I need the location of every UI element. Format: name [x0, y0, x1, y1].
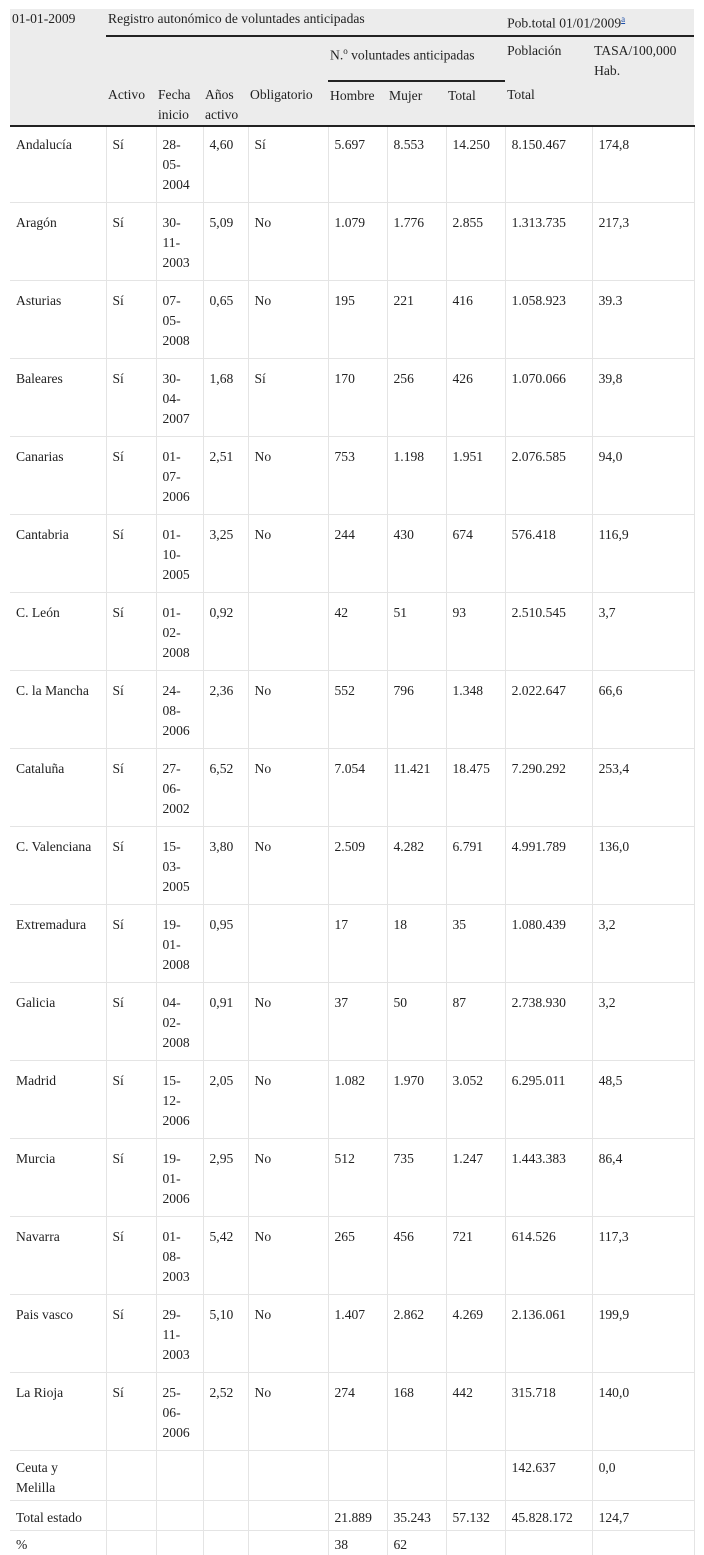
table-row	[10, 670, 694, 748]
cell-mujer: 168	[387, 1372, 446, 1450]
cell-anos-activo: 5,10	[203, 1294, 248, 1372]
cell-fecha-inicio: 15- 12- 2006	[156, 1060, 203, 1138]
cell-tasa: 66,6	[592, 670, 694, 748]
cell-activo: Sí	[106, 904, 156, 982]
cell-hombre: 170	[328, 358, 387, 436]
cell-total: 4.269	[446, 1294, 505, 1372]
cell-anos-activo: 2,52	[203, 1372, 248, 1450]
cell-poblacion: 1.443.383	[505, 1138, 592, 1216]
cell-region: Navarra	[10, 1216, 106, 1294]
table-row	[10, 358, 694, 436]
cell-region: %	[10, 1530, 106, 1555]
cell-mujer: 11.421	[387, 748, 446, 826]
header-tasa: TASA/100,000 Hab.	[592, 36, 694, 81]
cell-total	[446, 1530, 505, 1555]
cell-total: 1.348	[446, 670, 505, 748]
cell-obligatorio: No	[248, 748, 328, 826]
table-row	[10, 436, 694, 514]
cell-tasa: 199,9	[592, 1294, 694, 1372]
cell-hombre: 21.889	[328, 1500, 387, 1530]
table-row	[10, 1372, 694, 1450]
cell-hombre: 753	[328, 436, 387, 514]
cell-anos-activo: 0,91	[203, 982, 248, 1060]
cell-anos-activo: 3,25	[203, 514, 248, 592]
cell-region: Cantabria	[10, 514, 106, 592]
cell-anos-activo: 0,95	[203, 904, 248, 982]
cell-activo: Sí	[106, 126, 156, 203]
cell-mujer: 62	[387, 1530, 446, 1555]
cell-anos-activo: 6,52	[203, 748, 248, 826]
cell-hombre: 265	[328, 1216, 387, 1294]
cell-activo	[106, 1530, 156, 1555]
header-total: Total	[446, 81, 505, 126]
cell-hombre: 1.082	[328, 1060, 387, 1138]
cell-hombre: 552	[328, 670, 387, 748]
cell-poblacion	[505, 1530, 592, 1555]
cell-anos-activo: 5,42	[203, 1216, 248, 1294]
cell-poblacion: 2.022.647	[505, 670, 592, 748]
cell-total: 426	[446, 358, 505, 436]
cell-fecha-inicio: 01- 10- 2005	[156, 514, 203, 592]
cell-anos-activo: 2,95	[203, 1138, 248, 1216]
cell-tasa: 3,7	[592, 592, 694, 670]
cell-tasa	[592, 1530, 694, 1555]
cell-hombre: 7.054	[328, 748, 387, 826]
cell-anos-activo: 4,60	[203, 126, 248, 203]
table-row	[10, 1060, 694, 1138]
cell-activo: Sí	[106, 358, 156, 436]
cell-activo: Sí	[106, 592, 156, 670]
footnote-link[interactable]: a	[621, 14, 626, 24]
cell-activo: Sí	[106, 670, 156, 748]
voluntades-table	[10, 9, 695, 1555]
cell-obligatorio: No	[248, 1138, 328, 1216]
cell-tasa: 116,9	[592, 514, 694, 592]
cell-mujer: 456	[387, 1216, 446, 1294]
header-registro: Registro autonómico de voluntades anticipadas	[106, 9, 505, 36]
cell-activo: Sí	[106, 1060, 156, 1138]
cell-hombre: 5.697	[328, 126, 387, 203]
cell-region: Asturias	[10, 280, 106, 358]
cell-obligatorio: No	[248, 1294, 328, 1372]
cell-anos-activo: 2,05	[203, 1060, 248, 1138]
cell-region: Pais vasco	[10, 1294, 106, 1372]
table-row	[10, 982, 694, 1060]
cell-total: 721	[446, 1216, 505, 1294]
cell-tasa: 94,0	[592, 436, 694, 514]
cell-obligatorio: Sí	[248, 358, 328, 436]
cell-activo: Sí	[106, 748, 156, 826]
cell-mujer: 50	[387, 982, 446, 1060]
cell-anos-activo: 2,51	[203, 436, 248, 514]
cell-region: Baleares	[10, 358, 106, 436]
cell-region: Madrid	[10, 1060, 106, 1138]
cell-tasa: 3,2	[592, 904, 694, 982]
cell-anos-activo: 0,65	[203, 280, 248, 358]
cell-hombre: 42	[328, 592, 387, 670]
cell-hombre: 274	[328, 1372, 387, 1450]
cell-obligatorio: No	[248, 1372, 328, 1450]
cell-fecha-inicio: 30- 04- 2007	[156, 358, 203, 436]
cell-tasa: 136,0	[592, 826, 694, 904]
header-mujer: Mujer	[387, 81, 446, 126]
total-row	[10, 1500, 694, 1530]
table-row	[10, 826, 694, 904]
cell-region: Galicia	[10, 982, 106, 1060]
table-row	[10, 1216, 694, 1294]
cell-mujer: 35.243	[387, 1500, 446, 1530]
cell-mujer: 2.862	[387, 1294, 446, 1372]
cell-poblacion: 576.418	[505, 514, 592, 592]
cell-fecha-inicio: 29- 11- 2003	[156, 1294, 203, 1372]
cell-fecha-inicio: 28- 05- 2004	[156, 126, 203, 203]
cell-activo: Sí	[106, 982, 156, 1060]
cell-total: 1.951	[446, 436, 505, 514]
header-hombre: Hombre	[328, 81, 387, 126]
table-row	[10, 514, 694, 592]
cell-obligatorio: No	[248, 514, 328, 592]
table-row	[10, 748, 694, 826]
table-row	[10, 1294, 694, 1372]
cell-obligatorio: No	[248, 202, 328, 280]
cell-obligatorio: No	[248, 826, 328, 904]
cell-tasa: 217,3	[592, 202, 694, 280]
cell-hombre: 37	[328, 982, 387, 1060]
cell-fecha-inicio: 07- 05- 2008	[156, 280, 203, 358]
cell-fecha-inicio: 19- 01- 2008	[156, 904, 203, 982]
cell-mujer: 51	[387, 592, 446, 670]
cell-total: 6.791	[446, 826, 505, 904]
cell-activo: Sí	[106, 1216, 156, 1294]
cell-mujer: 430	[387, 514, 446, 592]
cell-fecha-inicio: 24- 08- 2006	[156, 670, 203, 748]
header-nvoluntades: N.$^o$ voluntades anticipadas	[328, 36, 505, 81]
cell-hombre: 195	[328, 280, 387, 358]
header-pob-total-sub: Total	[505, 81, 592, 126]
cell-fecha-inicio: 19- 01- 2006	[156, 1138, 203, 1216]
cell-poblacion: 6.295.011	[505, 1060, 592, 1138]
cell-activo: Sí	[106, 826, 156, 904]
table-row	[10, 1450, 694, 1500]
cell-tasa: 39.3	[592, 280, 694, 358]
cell-total: 674	[446, 514, 505, 592]
cell-region: C. León	[10, 592, 106, 670]
cell-activo: Sí	[106, 280, 156, 358]
cell-mujer: 1.970	[387, 1060, 446, 1138]
cell-anos-activo	[203, 1450, 248, 1500]
header-pob-total: Pob.total 01/01/2009$^a$	[505, 9, 694, 36]
cell-tasa: 174,8	[592, 126, 694, 203]
cell-fecha-inicio: 15- 03- 2005	[156, 826, 203, 904]
cell-activo: Sí	[106, 1294, 156, 1372]
cell-obligatorio: Sí	[248, 126, 328, 203]
cell-mujer: 4.282	[387, 826, 446, 904]
table-row	[10, 1138, 694, 1216]
cell-mujer: 18	[387, 904, 446, 982]
cell-region: Murcia	[10, 1138, 106, 1216]
table-row	[10, 126, 694, 203]
header-activo: Activo	[106, 81, 156, 126]
cell-tasa: 86,4	[592, 1138, 694, 1216]
cell-fecha-inicio: 27- 06- 2002	[156, 748, 203, 826]
header-fecha: Fecha inicio	[156, 81, 203, 126]
cell-total: 87	[446, 982, 505, 1060]
cell-poblacion: 1.313.735	[505, 202, 592, 280]
cell-total: 93	[446, 592, 505, 670]
cell-anos-activo: 5,09	[203, 202, 248, 280]
cell-activo: Sí	[106, 1138, 156, 1216]
cell-poblacion: 614.526	[505, 1216, 592, 1294]
cell-poblacion: 315.718	[505, 1372, 592, 1450]
cell-poblacion: 2.076.585	[505, 436, 592, 514]
cell-hombre: 244	[328, 514, 387, 592]
cell-total: 442	[446, 1372, 505, 1450]
cell-poblacion: 2.510.545	[505, 592, 592, 670]
cell-fecha-inicio: 01- 07- 2006	[156, 436, 203, 514]
cell-tasa: 117,3	[592, 1216, 694, 1294]
cell-obligatorio: No	[248, 1216, 328, 1294]
cell-obligatorio: No	[248, 280, 328, 358]
cell-obligatorio	[248, 1500, 328, 1530]
cell-anos-activo: 2,36	[203, 670, 248, 748]
cell-anos-activo	[203, 1500, 248, 1530]
header-poblacion: Población	[505, 36, 592, 81]
cell-obligatorio: No	[248, 670, 328, 748]
cell-tasa: 39,8	[592, 358, 694, 436]
cell-total: 57.132	[446, 1500, 505, 1530]
cell-mujer: 221	[387, 280, 446, 358]
cell-activo: Sí	[106, 1372, 156, 1450]
cell-tasa: 140,0	[592, 1372, 694, 1450]
cell-activo	[106, 1500, 156, 1530]
cell-obligatorio: No	[248, 982, 328, 1060]
cell-mujer: 8.553	[387, 126, 446, 203]
cell-hombre: 1.407	[328, 1294, 387, 1372]
cell-total: 18.475	[446, 748, 505, 826]
cell-mujer: 1.776	[387, 202, 446, 280]
cell-poblacion: 1.070.066	[505, 358, 592, 436]
cell-anos-activo: 1,68	[203, 358, 248, 436]
cell-region: Canarias	[10, 436, 106, 514]
cell-fecha-inicio	[156, 1450, 203, 1500]
cell-poblacion: 1.080.439	[505, 904, 592, 982]
cell-region: Andalucía	[10, 126, 106, 203]
cell-hombre: 1.079	[328, 202, 387, 280]
cell-total: 3.052	[446, 1060, 505, 1138]
cell-total: 35	[446, 904, 505, 982]
cell-hombre: 38	[328, 1530, 387, 1555]
cell-hombre: 17	[328, 904, 387, 982]
table-row	[10, 592, 694, 670]
cell-tasa: 124,7	[592, 1500, 694, 1530]
cell-poblacion: 4.991.789	[505, 826, 592, 904]
cell-hombre: 2.509	[328, 826, 387, 904]
header-corner: 01-01-2009	[10, 9, 106, 36]
cell-poblacion: 142.637	[505, 1450, 592, 1500]
percent-row	[10, 1530, 694, 1555]
cell-total: 416	[446, 280, 505, 358]
cell-obligatorio	[248, 592, 328, 670]
cell-fecha-inicio	[156, 1530, 203, 1555]
cell-fecha-inicio: 04- 02- 2008	[156, 982, 203, 1060]
cell-anos-activo	[203, 1530, 248, 1555]
cell-fecha-inicio: 01- 08- 2003	[156, 1216, 203, 1294]
cell-region: Total estado	[10, 1500, 106, 1530]
cell-mujer: 735	[387, 1138, 446, 1216]
cell-fecha-inicio: 25- 06- 2006	[156, 1372, 203, 1450]
cell-mujer	[387, 1450, 446, 1500]
cell-poblacion: 45.828.172	[505, 1500, 592, 1530]
header-obligatorio: Obligatorio	[248, 81, 328, 126]
cell-tasa: 3,2	[592, 982, 694, 1060]
cell-total: 1.247	[446, 1138, 505, 1216]
cell-activo	[106, 1450, 156, 1500]
cell-hombre: 512	[328, 1138, 387, 1216]
cell-activo: Sí	[106, 514, 156, 592]
cell-poblacion: 2.738.930	[505, 982, 592, 1060]
cell-mujer: 256	[387, 358, 446, 436]
cell-tasa: 48,5	[592, 1060, 694, 1138]
cell-poblacion: 1.058.923	[505, 280, 592, 358]
cell-obligatorio	[248, 1450, 328, 1500]
cell-activo: Sí	[106, 436, 156, 514]
table-row	[10, 280, 694, 358]
cell-fecha-inicio: 30- 11- 2003	[156, 202, 203, 280]
cell-region: Cataluña	[10, 748, 106, 826]
cell-obligatorio: No	[248, 1060, 328, 1138]
table-row	[10, 202, 694, 280]
cell-region: C. la Mancha	[10, 670, 106, 748]
cell-obligatorio	[248, 1530, 328, 1555]
cell-tasa: 253,4	[592, 748, 694, 826]
cell-obligatorio	[248, 904, 328, 982]
cell-activo: Sí	[106, 202, 156, 280]
cell-tasa: 0,0	[592, 1450, 694, 1500]
cell-mujer: 796	[387, 670, 446, 748]
table-row	[10, 904, 694, 982]
cell-fecha-inicio: 01- 02- 2008	[156, 592, 203, 670]
cell-region: Extremadura	[10, 904, 106, 982]
cell-fecha-inicio	[156, 1500, 203, 1530]
cell-mujer: 1.198	[387, 436, 446, 514]
cell-region: C. Valenciana	[10, 826, 106, 904]
cell-anos-activo: 3,80	[203, 826, 248, 904]
cell-total: 2.855	[446, 202, 505, 280]
header-anos: Años activo	[203, 81, 248, 126]
cell-poblacion: 8.150.467	[505, 126, 592, 203]
cell-total: 14.250	[446, 126, 505, 203]
cell-region: Ceuta y Melilla	[10, 1450, 106, 1500]
cell-poblacion: 2.136.061	[505, 1294, 592, 1372]
cell-obligatorio: No	[248, 436, 328, 514]
cell-region: La Rioja	[10, 1372, 106, 1450]
cell-hombre	[328, 1450, 387, 1500]
cell-poblacion: 7.290.292	[505, 748, 592, 826]
cell-anos-activo: 0,92	[203, 592, 248, 670]
cell-total	[446, 1450, 505, 1500]
cell-region: Aragón	[10, 202, 106, 280]
